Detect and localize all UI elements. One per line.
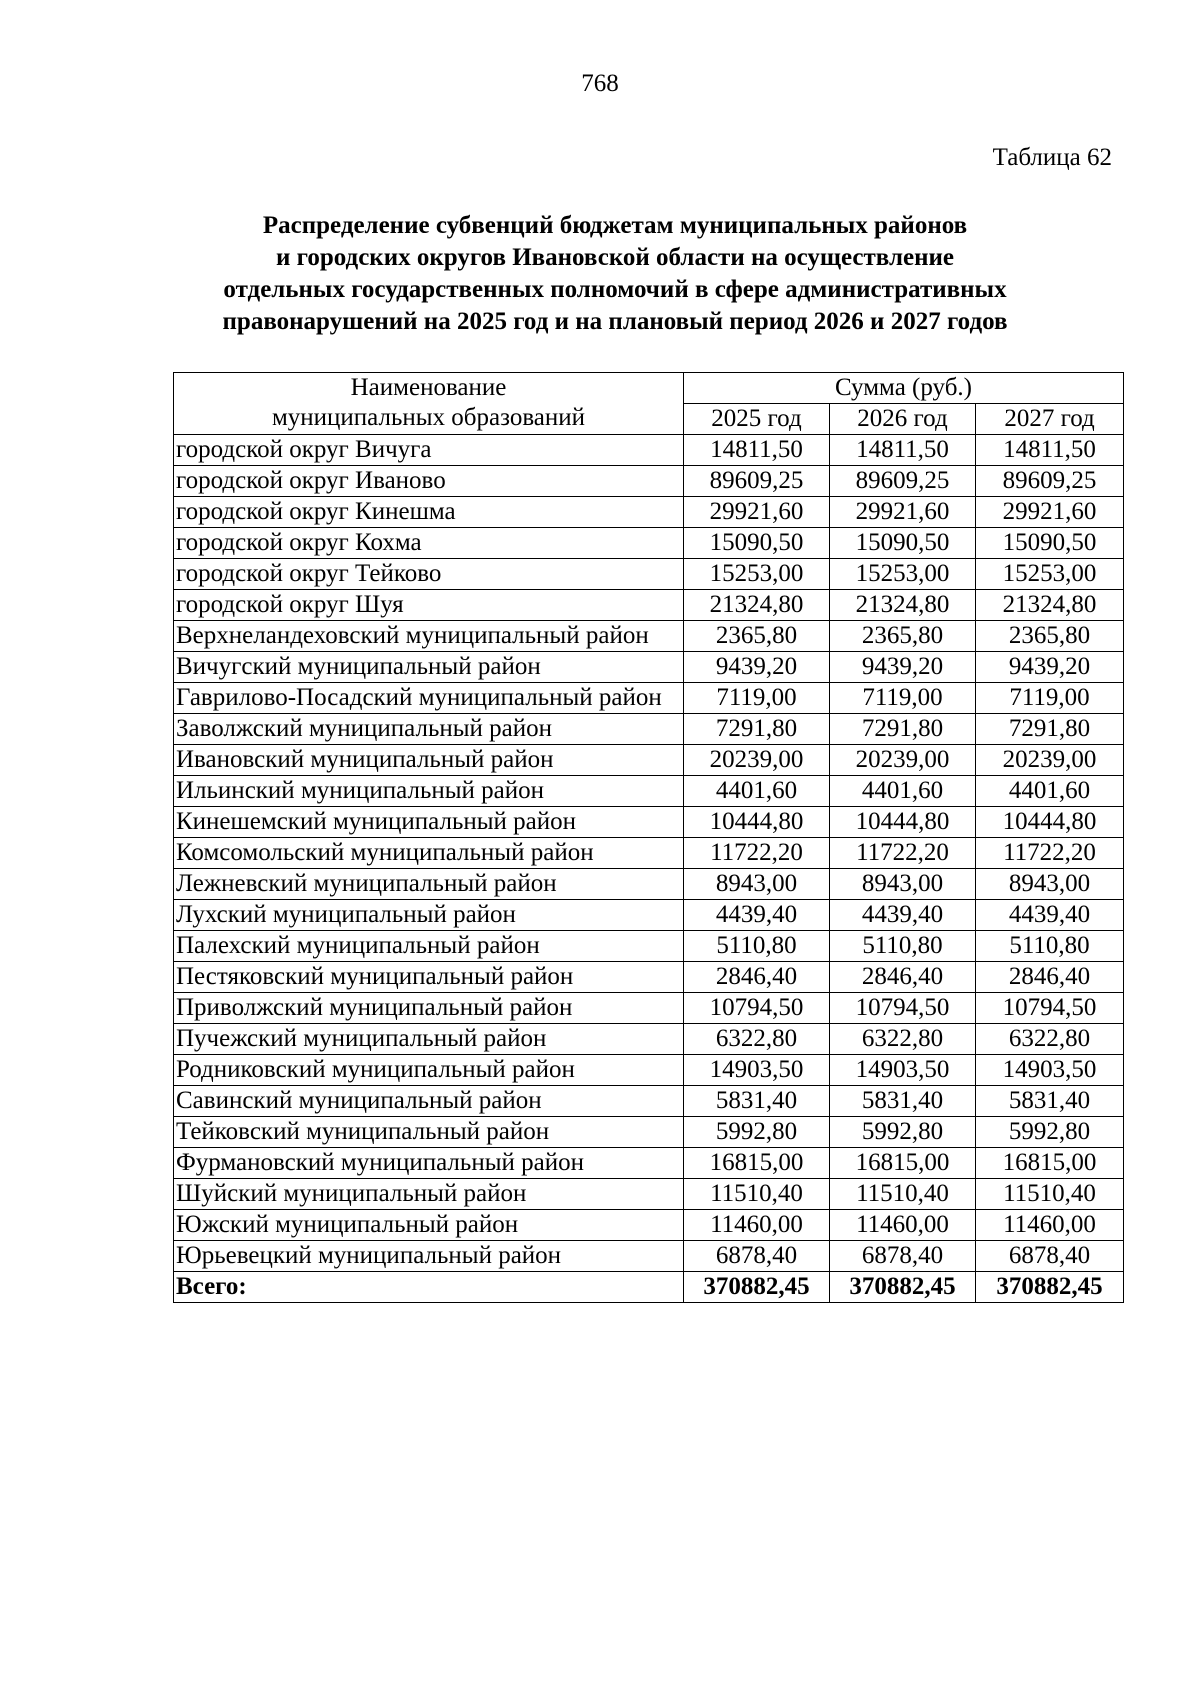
amount-cell: 21324,80 xyxy=(684,590,830,621)
amount-cell: 11722,20 xyxy=(976,838,1124,869)
amount-cell: 89609,25 xyxy=(830,466,976,497)
amount-cell: 5831,40 xyxy=(976,1086,1124,1117)
table-header xyxy=(174,373,1124,435)
table-row xyxy=(174,466,1124,497)
amount-cell: 21324,80 xyxy=(976,590,1124,621)
amount-cell: 8943,00 xyxy=(830,869,976,900)
amount-cell: 7291,80 xyxy=(976,714,1124,745)
table-row xyxy=(174,1117,1124,1148)
amount-cell: 15090,50 xyxy=(976,528,1124,559)
header-sum: Сумма (руб.) xyxy=(684,373,1124,404)
amount-cell: 10794,50 xyxy=(830,993,976,1024)
municipality-name: Пестяковский муниципальный район xyxy=(174,962,684,993)
total-amount: 370882,45 xyxy=(684,1272,830,1303)
municipality-name: Кинешемский муниципальный район xyxy=(174,807,684,838)
amount-cell: 14903,50 xyxy=(684,1055,830,1086)
municipality-name: Приволжский муниципальный район xyxy=(174,993,684,1024)
table-row xyxy=(174,435,1124,466)
municipality-name: Вичугский муниципальный район xyxy=(174,652,684,683)
amount-cell: 9439,20 xyxy=(684,652,830,683)
title-line: отдельных государственных полномочий в сфере административных xyxy=(223,276,1007,303)
amount-cell: 89609,25 xyxy=(684,466,830,497)
table-row xyxy=(174,1148,1124,1179)
municipality-name: Пучежский муниципальный район xyxy=(174,1024,684,1055)
table-row xyxy=(174,1210,1124,1241)
amount-cell: 29921,60 xyxy=(684,497,830,528)
table-row xyxy=(174,497,1124,528)
municipality-name: Ильинский муниципальный район xyxy=(174,776,684,807)
amount-cell: 4439,40 xyxy=(684,900,830,931)
amount-cell: 16815,00 xyxy=(976,1148,1124,1179)
title-line: Распределение субвенций бюджетам муниципальных районов xyxy=(262,212,968,239)
municipality-name: городской округ Кохма xyxy=(174,528,684,559)
table-row xyxy=(174,559,1124,590)
amount-cell: 4439,40 xyxy=(976,900,1124,931)
amount-cell: 6878,40 xyxy=(976,1241,1124,1272)
amount-cell: 2365,80 xyxy=(830,621,976,652)
amount-cell: 20239,00 xyxy=(684,745,830,776)
table-row xyxy=(174,1179,1124,1210)
amount-cell: 9439,20 xyxy=(976,652,1124,683)
table-row xyxy=(174,869,1124,900)
amount-cell: 11510,40 xyxy=(684,1179,830,1210)
document-title xyxy=(150,210,1080,338)
municipality-name: Лежневский муниципальный район xyxy=(174,869,684,900)
amount-cell: 29921,60 xyxy=(830,497,976,528)
municipality-name: Комсомольский муниципальный район xyxy=(174,838,684,869)
amount-cell: 11510,40 xyxy=(830,1179,976,1210)
municipality-name: Гаврилово-Посадский муниципальный район xyxy=(174,683,684,714)
amount-cell: 6322,80 xyxy=(830,1024,976,1055)
amount-cell: 5992,80 xyxy=(684,1117,830,1148)
amount-cell: 21324,80 xyxy=(830,590,976,621)
amount-cell: 15253,00 xyxy=(830,559,976,590)
municipality-name: городской округ Вичуга xyxy=(174,435,684,466)
municipality-name: городской округ Шуя xyxy=(174,590,684,621)
table-row xyxy=(174,621,1124,652)
amount-cell: 2846,40 xyxy=(830,962,976,993)
amount-cell: 4439,40 xyxy=(830,900,976,931)
total-row xyxy=(174,1272,1124,1303)
amount-cell: 29921,60 xyxy=(976,497,1124,528)
table-row xyxy=(174,1024,1124,1055)
table-row xyxy=(174,962,1124,993)
amount-cell: 14811,50 xyxy=(976,435,1124,466)
page-number: 768 xyxy=(581,70,619,97)
amount-cell: 5831,40 xyxy=(684,1086,830,1117)
municipality-name: Савинский муниципальный район xyxy=(174,1086,684,1117)
header-year-2027: 2027 год xyxy=(976,404,1124,435)
table-row xyxy=(174,931,1124,962)
table-body xyxy=(174,435,1124,1303)
amount-cell: 5110,80 xyxy=(976,931,1124,962)
amount-cell: 15090,50 xyxy=(684,528,830,559)
amount-cell: 5110,80 xyxy=(684,931,830,962)
table-row xyxy=(174,1086,1124,1117)
amount-cell: 2365,80 xyxy=(684,621,830,652)
municipality-name: городской округ Тейково xyxy=(174,559,684,590)
amount-cell: 14903,50 xyxy=(830,1055,976,1086)
amount-cell: 6322,80 xyxy=(976,1024,1124,1055)
amount-cell: 10794,50 xyxy=(976,993,1124,1024)
amount-cell: 20239,00 xyxy=(976,745,1124,776)
amount-cell: 7291,80 xyxy=(830,714,976,745)
municipality-name: Заволжский муниципальный район xyxy=(174,714,684,745)
amount-cell: 16815,00 xyxy=(830,1148,976,1179)
amount-cell: 5831,40 xyxy=(830,1086,976,1117)
header-name-cell xyxy=(174,373,684,435)
amount-cell: 14811,50 xyxy=(830,435,976,466)
amount-cell: 2846,40 xyxy=(976,962,1124,993)
amount-cell: 10444,80 xyxy=(830,807,976,838)
amount-cell: 10444,80 xyxy=(684,807,830,838)
amount-cell: 4401,60 xyxy=(830,776,976,807)
municipality-name: Южский муниципальный район xyxy=(174,1210,684,1241)
table-row xyxy=(174,900,1124,931)
amount-cell: 10444,80 xyxy=(976,807,1124,838)
title-line: и городских округов Ивановской области на осуществление xyxy=(275,244,954,271)
amount-cell: 4401,60 xyxy=(976,776,1124,807)
amount-cell: 15253,00 xyxy=(684,559,830,590)
amount-cell: 15090,50 xyxy=(830,528,976,559)
total-amount: 370882,45 xyxy=(976,1272,1124,1303)
municipality-name: Палехский муниципальный район xyxy=(174,931,684,962)
amount-cell: 89609,25 xyxy=(976,466,1124,497)
header-year-2025: 2025 год xyxy=(684,404,830,435)
table-row xyxy=(174,1241,1124,1272)
table-row xyxy=(174,590,1124,621)
amount-cell: 11722,20 xyxy=(830,838,976,869)
amount-cell: 7119,00 xyxy=(684,683,830,714)
amount-cell: 14811,50 xyxy=(684,435,830,466)
amount-cell: 6878,40 xyxy=(684,1241,830,1272)
amount-cell: 8943,00 xyxy=(976,869,1124,900)
amount-cell: 4401,60 xyxy=(684,776,830,807)
amount-cell: 14903,50 xyxy=(976,1055,1124,1086)
municipality-name: Родниковский муниципальный район xyxy=(174,1055,684,1086)
amount-cell: 7119,00 xyxy=(976,683,1124,714)
table-row xyxy=(174,838,1124,869)
amount-cell: 10794,50 xyxy=(684,993,830,1024)
header-name-line1: Наименование xyxy=(350,374,507,401)
municipality-name: Ивановский муниципальный район xyxy=(174,745,684,776)
amount-cell: 7119,00 xyxy=(830,683,976,714)
amount-cell: 7291,80 xyxy=(684,714,830,745)
table-row xyxy=(174,1055,1124,1086)
amount-cell: 11460,00 xyxy=(976,1210,1124,1241)
amount-cell: 6322,80 xyxy=(684,1024,830,1055)
amount-cell: 5110,80 xyxy=(830,931,976,962)
municipality-name: Юрьевецкий муниципальный район xyxy=(174,1241,684,1272)
amount-cell: 11510,40 xyxy=(976,1179,1124,1210)
table-row xyxy=(174,528,1124,559)
total-label: Всего: xyxy=(174,1272,684,1303)
total-amount: 370882,45 xyxy=(830,1272,976,1303)
amount-cell: 11460,00 xyxy=(830,1210,976,1241)
amount-cell: 6878,40 xyxy=(830,1241,976,1272)
subvention-table xyxy=(173,372,1124,1303)
amount-cell: 8943,00 xyxy=(684,869,830,900)
header-year-2026: 2026 год xyxy=(830,404,976,435)
municipality-name: городской округ Иваново xyxy=(174,466,684,497)
header-name-line2: муниципальных образований xyxy=(271,404,586,431)
table-row xyxy=(174,807,1124,838)
table-row xyxy=(174,652,1124,683)
table-row xyxy=(174,993,1124,1024)
municipality-name: Лухский муниципальный район xyxy=(174,900,684,931)
municipality-name: городской округ Кинешма xyxy=(174,497,684,528)
amount-cell: 9439,20 xyxy=(830,652,976,683)
amount-cell: 20239,00 xyxy=(830,745,976,776)
amount-cell: 11460,00 xyxy=(684,1210,830,1241)
municipality-name: Тейковский муниципальный район xyxy=(174,1117,684,1148)
table-row xyxy=(174,745,1124,776)
amount-cell: 2846,40 xyxy=(684,962,830,993)
municipality-name: Шуйский муниципальный район xyxy=(174,1179,684,1210)
table-row xyxy=(174,683,1124,714)
table-row xyxy=(174,776,1124,807)
amount-cell: 16815,00 xyxy=(684,1148,830,1179)
table-row xyxy=(174,714,1124,745)
amount-cell: 5992,80 xyxy=(830,1117,976,1148)
amount-cell: 5992,80 xyxy=(976,1117,1124,1148)
municipality-name: Фурмановский муниципальный район xyxy=(174,1148,684,1179)
title-line: правонарушений на 2025 год и на плановый период 2026 и 2027 годов xyxy=(222,308,1008,335)
amount-cell: 2365,80 xyxy=(976,621,1124,652)
amount-cell: 11722,20 xyxy=(684,838,830,869)
municipality-name: Верхнеландеховский муниципальный район xyxy=(174,621,684,652)
table-label: Таблица 62 xyxy=(992,144,1112,171)
amount-cell: 15253,00 xyxy=(976,559,1124,590)
